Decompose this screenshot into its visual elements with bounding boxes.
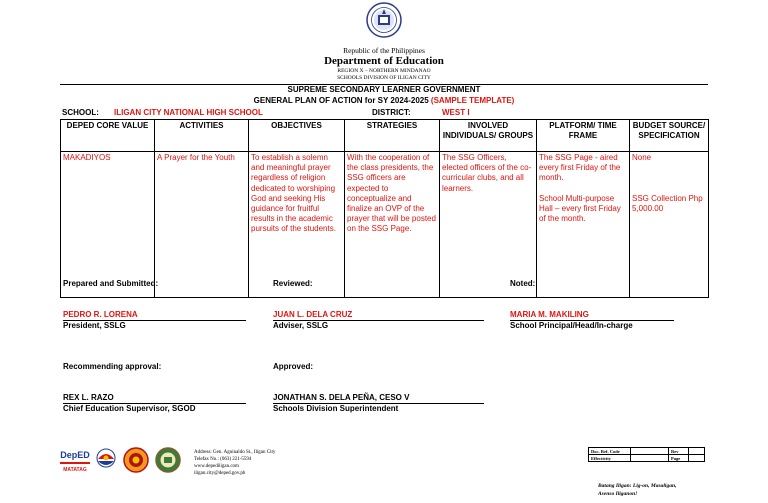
bagong-pilipinas-logo-icon: [93, 447, 119, 475]
org-title: SUPREME SECONDARY LEARNER GOVERNMENT: [287, 85, 481, 94]
rev-label: Rev: [669, 448, 689, 455]
footer-address-block: [194, 449, 275, 477]
district-value: WEST I: [442, 108, 470, 117]
motto-line-2: Asenso Iliganon!: [598, 491, 638, 497]
action-plan-table: [60, 119, 709, 298]
page-value: [689, 455, 705, 462]
svg-text:DepED: DepED: [60, 450, 90, 460]
column-header: PLATFORM/ TIME FRAME: [537, 120, 630, 152]
recommending-title: Chief Education Supervisor, SGOD: [63, 404, 196, 413]
website-link[interactable]: www.depediligan.com: [194, 464, 239, 469]
division-seal-icon: [122, 447, 150, 475]
column-header: OBJECTIVES: [249, 120, 345, 152]
footer-motto: [598, 482, 676, 498]
noted-name: MARIA M. MAKILING: [510, 310, 589, 319]
doc-ref-label: Doc. Ref. Code: [589, 448, 631, 455]
cell-involved: The SSG Officers, elected officers of the co-curricular clubs, and all learners.: [440, 152, 537, 298]
prepared-name: PEDRO R. LORENA: [63, 310, 138, 319]
column-header: DEPED CORE VALUE: [61, 120, 155, 152]
plan-title-text: GENERAL PLAN OF ACTION for SY 2024-2025: [253, 96, 429, 105]
plan-title: [0, 96, 768, 105]
email-link[interactable]: iligan.city@deped.gov.ph: [194, 471, 246, 476]
republic-text: Republic of the Philippines: [343, 46, 425, 55]
table-header-row: [61, 120, 709, 152]
approved-name: JONATHAN S. DELA PEÑA, CESO V: [273, 393, 410, 402]
deped-matatag-logo-icon: [60, 447, 90, 475]
noted-title: School Principal/Head/In-charge: [510, 321, 633, 330]
effectivity-value: [631, 455, 669, 462]
prepared-title: President, SSLG: [63, 321, 126, 330]
column-header: ACTIVITIES: [155, 120, 249, 152]
recommending-label: Recommending approval:: [63, 362, 162, 371]
cell-strategies: With the cooperation of the class presidents, the SSG officers are expected to conceptualize and finalize an OVP of the prayer that will be posted on the SSG Page.: [345, 152, 440, 298]
school-label: SCHOOL:: [62, 108, 99, 117]
school-value: ILIGAN CITY NATIONAL HIGH SCHOOL: [114, 108, 263, 117]
cell-objectives: To establish a solemn and meaningful prayer regardless of religion dedicated to worshiping God and seeking His guidance for fruitful results in the academic pursuits of the students.: [249, 152, 345, 298]
approved-title: Schools Division Superintendent: [273, 404, 399, 413]
cell-platform: The SSG Page - aired every first Friday of the month. School Multi-purpose Hall – every first Friday of the month.: [537, 152, 630, 298]
noted-label: Noted:: [510, 279, 536, 288]
rev-value: [689, 448, 705, 455]
reviewed-label: Reviewed:: [273, 279, 313, 288]
address-line: Address: Gen. Aguinaldo St., Iligan City: [194, 450, 276, 455]
cell-core-value: MAKADIYOS: [61, 152, 155, 298]
effectivity-label: Effectivity: [589, 455, 631, 462]
table-row: [61, 152, 709, 298]
telefax-line: Telefax No.: (063) 221-5594: [194, 457, 252, 462]
cell-activities: A Prayer for the Youth: [155, 152, 249, 298]
deped-seal-icon: [366, 2, 402, 38]
svg-text:MATATAG: MATATAG: [63, 467, 87, 473]
department-title: Department of Education: [324, 55, 444, 67]
page-label: Page: [669, 455, 689, 462]
reviewed-title: Adviser, SSLG: [273, 321, 329, 330]
district-label: DISTRICT:: [372, 108, 411, 117]
footer-logos: [60, 447, 190, 479]
column-header: BUDGET SOURCE/ SPECIFICATION: [630, 120, 709, 152]
motto-line-1: Batang Iligan: Lig-on, Masaligan,: [598, 483, 677, 489]
region-text: REGION X – NORTHERN MINDANAO: [337, 68, 431, 74]
division-text: SCHOOLS DIVISION OF ILIGAN CITY: [337, 75, 431, 81]
doc-ref-table: [588, 447, 705, 462]
plan-tag: (SAMPLE TEMPLATE): [430, 96, 515, 105]
column-header: STRATEGIES: [345, 120, 440, 152]
cell-budget: None SSG Collection Php 5,000.00: [630, 152, 709, 298]
reviewed-name: JUAN L. DELA CRUZ: [273, 310, 353, 319]
column-header: INVOLVED INDIVIDUALS/ GROUPS: [440, 120, 537, 152]
approved-label: Approved:: [273, 362, 313, 371]
recommending-name: REX L. RAZO: [63, 393, 114, 402]
city-seal-icon: [154, 447, 182, 475]
doc-ref-value: [631, 448, 669, 455]
prepared-label: Prepared and Submitted:: [63, 279, 159, 288]
